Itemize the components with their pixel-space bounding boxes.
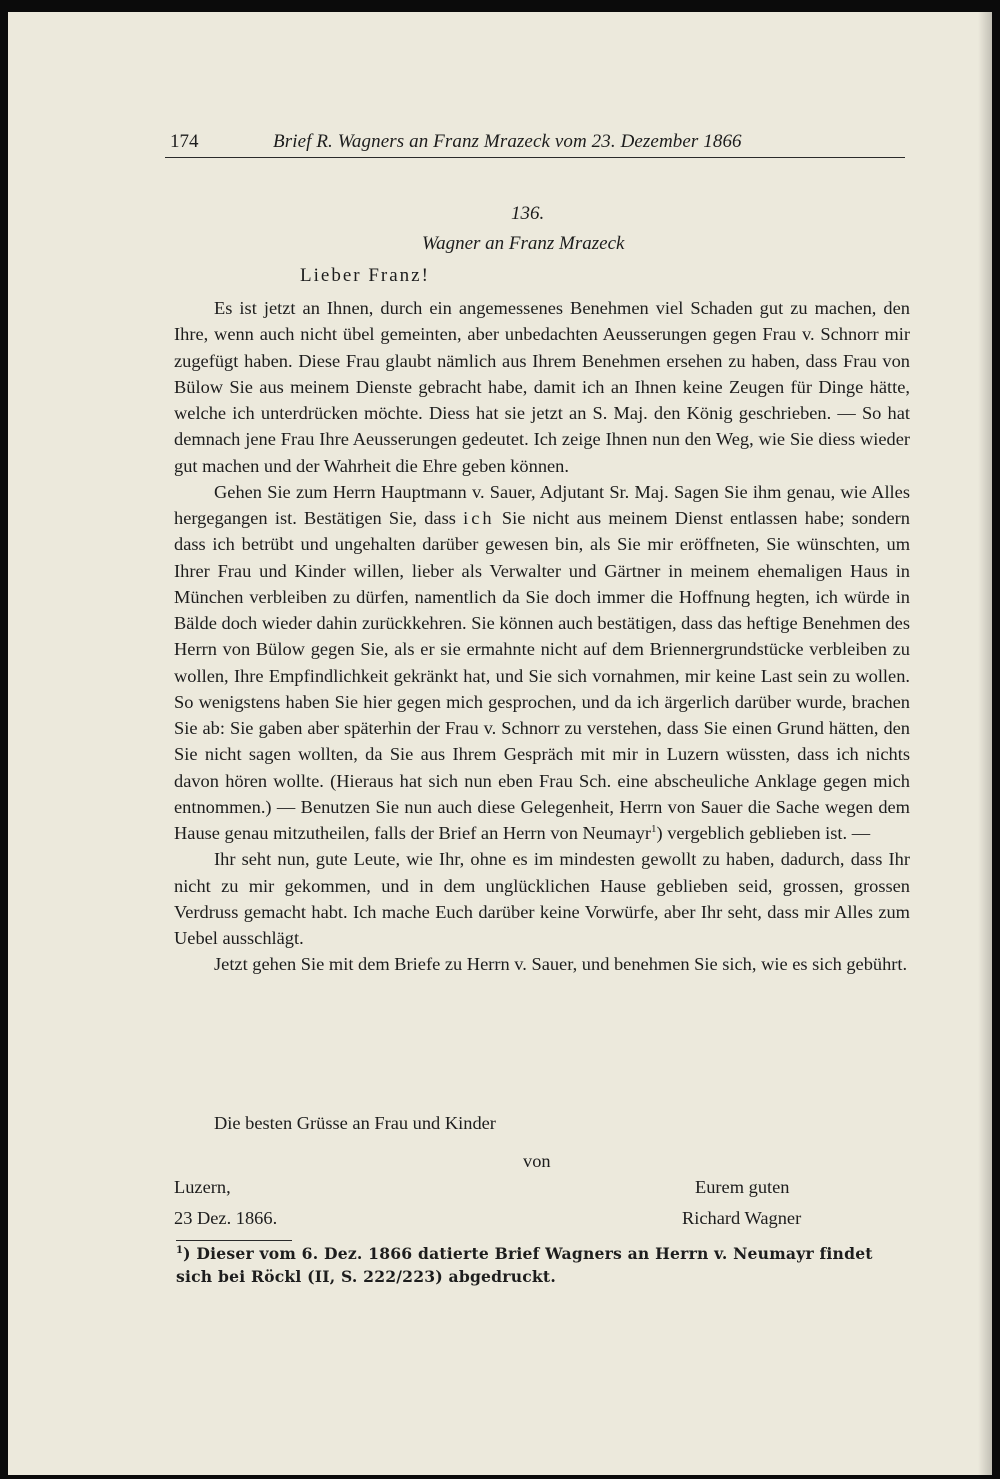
running-title: Brief R. Wagners an Franz Mrazeck vom 23. Dezember 1866: [273, 131, 742, 152]
letter-date: 23 Dez. 1866.: [174, 1208, 278, 1228]
page-edge-shadow: [978, 12, 992, 1475]
salutation: Lieber Franz!: [300, 265, 430, 286]
footnote: [176, 1242, 910, 1288]
closing-von: von: [523, 1151, 551, 1171]
signature-line-1: Eurem guten: [695, 1177, 790, 1197]
header-rule: [165, 157, 905, 158]
text-run: Sie nicht aus meinem Dienst entlassen habe; sondern dass ich betrübt und ungehalten darüber gewesen bin, als Sie mir eröffneten, Sie wünschten, um Ihrer Frau und Kinder willen, lieber als Verwalter und Gärtner in meinem ehemaligen Haus in München verbleiben zu dürfen, namentlich da Sie doch immer die Hoffnung hegten, ich würde in Bälde doch wieder dahin zurückkehren. Sie können auch bestätigen, dass das heftige Benehmen des Herrn von Bülow gegen Sie, als er sie ermahnte nicht auf dem Briennergrundstücke verbleiben zu wollen, Ihre Empfindlichkeit gekränkt hat, und Sie sich vornahmen, mir keine Last sein zu wollen. So wenigstens haben Sie hier gegen mich gesprochen, und da ich ärgerlich darüber wurde, brachen Sie ab: Sie gaben aber späterhin der Frau v. Schnorr zu verstehen, dass Sie einen Grund hätten, den Sie nicht sagen wollten, da Sie aus Ihrem Gespräch mit mir in Luzern wüssten, dass ich nichts davon hören wollte. (Hieraus hat sich nun eben Frau Sch. eine abscheuliche Anklage gegen mich entnommen.) — Benutzen Sie nun auch diese Gelegenheit, Herrn von Sauer die Sache wegen dem Hause genau mitzutheilen, falls der Brief an Herrn von Neumayr: [174, 508, 910, 843]
book-page: [8, 12, 992, 1475]
footnote-reference[interactable]: 1: [650, 823, 657, 835]
letter-heading: Wagner an Franz Mrazeck: [422, 233, 625, 254]
signature-line-2: Richard Wagner: [682, 1208, 802, 1228]
footnote-text: ) Dieser vom 6. Dez. 1866 datierte Brief Wagners an Herrn v. Neumayr findet sich bei Röckl (II, S. 222/223) abgedruckt.: [176, 1244, 873, 1286]
emphasis-ich: ich: [463, 508, 495, 528]
paragraph: [174, 479, 910, 847]
letter-place: Luzern,: [174, 1177, 231, 1197]
paragraph: Es ist jetzt an Ihnen, durch ein angemessenes Benehmen viel Schaden gut zu machen, den Ihre, wenn auch nicht übel gemeinten, aber unbedachten Aeusserungen gegen Frau v. Schnorr mir zugefügt haben. Diese Frau glaubt nämlich aus Ihrem Benehmen ersehen zu haben, dass Frau von Bülow Sie aus meinem Dienste gebracht habe, damit ich an Ihnen keine Zeugen für Dinge hätte, welche ich unterdrücken möchte. Diess hat sie jetzt an S. Maj. den König geschrieben. — So hat demnach jene Frau Ihre Aeusserungen gedeutet. Ich zeige Ihnen nun den Weg, wie Sie diess wieder gut machen und der Wahrheit die Ehre geben können.: [174, 298, 910, 476]
page-number: 174: [170, 131, 199, 152]
footnote-mark: 1: [176, 1245, 184, 1256]
footnote-rule: [176, 1240, 292, 1241]
running-header: [165, 131, 905, 161]
letter-body: [174, 295, 910, 978]
paragraph: Ihr seht nun, gute Leute, wie Ihr, ohne es im mindesten gewollt zu haben, dadurch, dass Ihr nicht zu mir gekommen, und in dem unglücklichen Hause geblieben seid, grossen, grossen Verdruss gemacht habt. Ich mache Euch darüber keine Vorwürfe, aber Ihr seht, dass mir Alles zum Uebel ausschlägt.: [174, 849, 910, 948]
closing-line: Die besten Grüsse an Frau und Kinder: [214, 1113, 496, 1133]
text-run: Gehen Sie zum Herrn Hauptmann v. Sauer, Adjutant Sr. Maj. Sagen Sie ihm genau, wie Alles hergegangen ist. Bestätigen Sie, dass: [174, 481, 910, 528]
letter-number: 136.: [511, 203, 545, 224]
paragraph: Jetzt gehen Sie mit dem Briefe zu Herrn v. Sauer, und benehmen Sie sich, wie es sich gebührt.: [214, 954, 908, 975]
text-run: ) vergeblich geblieben ist. —: [656, 823, 871, 843]
